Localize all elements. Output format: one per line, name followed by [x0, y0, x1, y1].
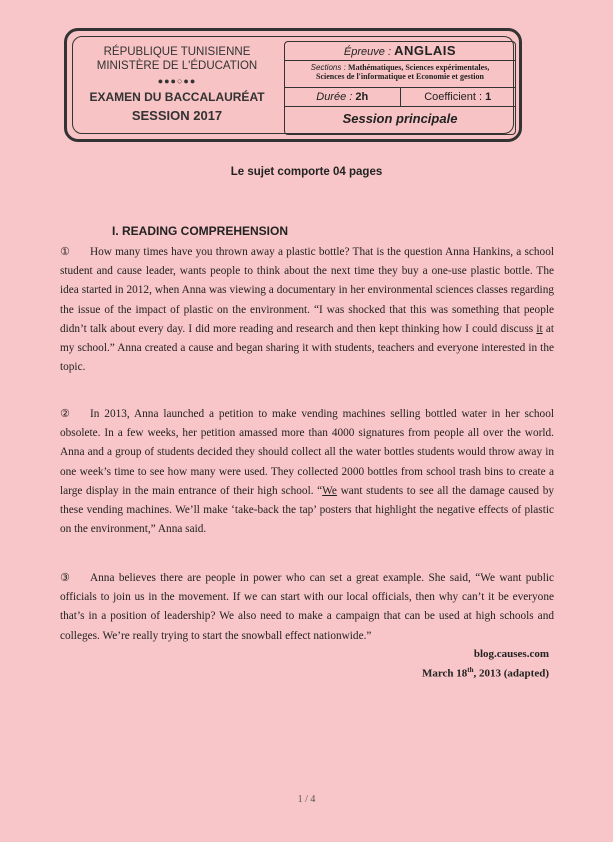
paragraph-1-number: ① [60, 245, 70, 258]
duree-label: Durée : [316, 91, 356, 103]
source-date [422, 666, 549, 680]
paragraph-1-underlined: it [536, 322, 543, 335]
pages-note: Le sujet comporte 04 pages [230, 166, 383, 178]
paragraph-2-text-a: In 2013, Anna launched a petition to make vending machines selling bottled water in her school obsolete. In a few weeks, her petition amassed more than 4000 signatures from people all over the world. Anna and a group of students decided they should collect all the water bottles students would throw away in one week’s time to see how many were used. They collected 2000 bottles from school trash bins to create a large display in the main entrance of their high school. “ [60, 408, 554, 497]
session-year: SESSION 2017 [131, 108, 223, 123]
source-date-a: March 18 [421, 667, 468, 680]
republique-text: RÉPUBLIQUE TUNISIENNE [103, 46, 251, 58]
paragraph-3 [60, 568, 554, 646]
ministere-text: MINISTÈRE DE L'ÉDUCATION [96, 60, 258, 72]
sections-row [285, 61, 515, 88]
examen-text: EXAMEN DU BACCALAURÉAT [89, 90, 265, 104]
sections-label: Sections : [310, 63, 349, 72]
source-site: blog.causes.com [473, 648, 549, 660]
paragraph-2-number: ② [60, 407, 70, 420]
paragraph-1-text-b: at my school.” Anna created a cause and began sharing it with students, teachers and everyone interested in the topic. [60, 322, 554, 374]
paragraph-1-text-a: How many times have you thrown away a plastic bottle? That is the question Anna Hankins, a school student and cause leader, wants people to think about the next time they buy a one-use plastic bottle. The idea started in 2012, when Anna was viewing a documentary in her environmental sciences classes regarding the issue of the impact of plastic on the environment. “I was shocked that this was something that people didn’t talk about every day. I did more reading and research and then kept thinking how I could discuss [60, 246, 554, 335]
header-left [77, 45, 277, 123]
paragraph-1 [60, 242, 554, 377]
page-number: 1 / 4 [297, 794, 316, 805]
duree-value: 2h [355, 91, 369, 103]
paragraph-2-underlined: We [322, 484, 337, 497]
paragraph-3-text: Anna believes there are people in power who can set a great example. She said, “We want public officials to join us in the movement. If we can start with our local officials, then why can’t it be everyone that’s in a position of leadership? We also need to make a campaign that can be used at high schools and colleges. We’re really trying to start the snowball effect nationwide.” [60, 572, 554, 642]
epreuve-label: Épreuve : [343, 46, 395, 58]
coef-label: Coefficient : [424, 91, 486, 103]
source-date-b: , 2013 (adapted) [473, 667, 549, 680]
sections-value-1: Mathématiques, Sciences expérimentales, [348, 63, 490, 72]
header-inner-border [72, 36, 514, 134]
source-date-sup: th [467, 666, 474, 674]
paragraph-2 [60, 404, 554, 539]
paragraph-2-text-b: want students to see all the damage caused by these vending machines. We’ll make ‘take-back the tap’ posters that highlight the negative effects of plastic on the environment,” Anna said. [60, 484, 554, 536]
epreuve-value: ANGLAIS [394, 43, 457, 58]
session-principale: Session principale [342, 111, 458, 126]
paragraph-3-number: ③ [60, 571, 70, 584]
coef-value: 1 [485, 91, 492, 103]
coef-cell [401, 88, 516, 106]
duration-row [285, 88, 515, 107]
section-title: I. READING COMPREHENSION [112, 224, 289, 238]
ornament-dots: ●●●○●● [157, 76, 197, 86]
epreuve-row [285, 42, 515, 61]
duree-cell [285, 88, 401, 106]
sections-value-2: Sciences de l'informatique et Economie et gestion [316, 72, 484, 81]
exam-header [64, 28, 522, 142]
header-right [284, 41, 516, 135]
